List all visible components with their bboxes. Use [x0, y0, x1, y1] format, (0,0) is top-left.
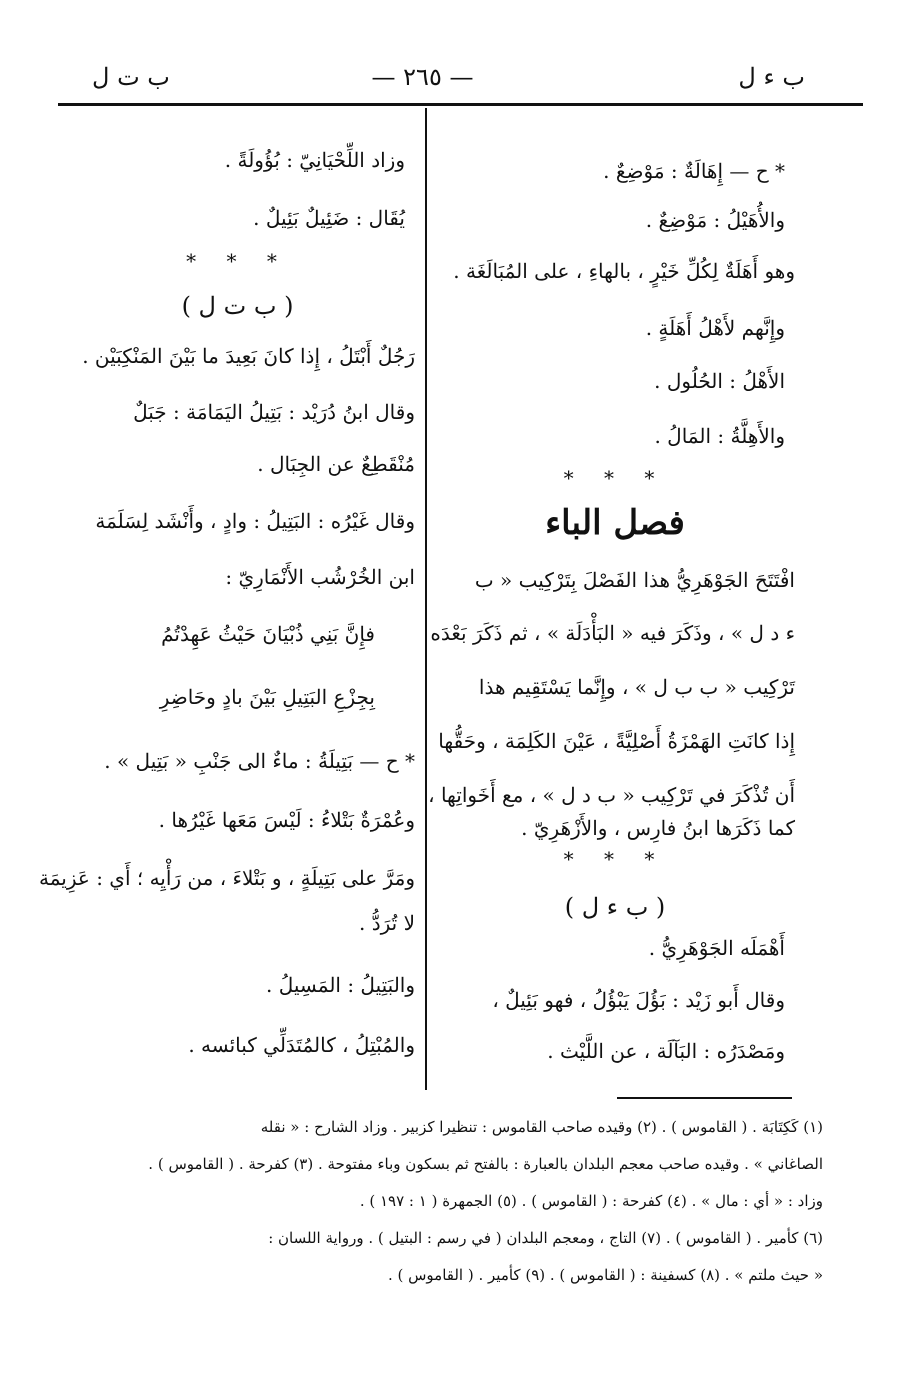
footnote-line: وزاد : « أي : مال » . (٤) كفرحة : ( القاموس ) . (٥) الجمهرة ( ١ : ١٩٧ ) . — [359, 1192, 823, 1210]
text-line: ابن الخُرْشُب الأَنْمَارِيّ : — [225, 565, 415, 589]
entry-line: وقال أَبو زَيْد : بَؤُلَ يَبْؤُلُ ، فهو بَئِيلٌ ، — [492, 988, 785, 1012]
separator-stars: * * * — [563, 847, 667, 871]
column-separator — [425, 108, 427, 1090]
text-line: والبَتِيلُ : المَسِيلُ . — [266, 973, 415, 997]
text-line: والمُبْتِلُ ، كالمُتَدَلِّي كبائسه . — [188, 1033, 415, 1057]
footnote-line: « حيث ملتم » . (٨) كسفينة : ( القاموس ) . (٩) كأمير . ( القاموس ) . — [387, 1266, 823, 1284]
footnote-line: (١) كَكِتَابَة . ( القاموس ) . (٢) وقيده صاحب القاموس : تنظيرا كزبير . وزاد الشارح : « نقله — [260, 1118, 823, 1136]
paragraph-line: تَرْكِيب « ب ب ل » ، وإِنَّما يَسْتَقِيم هذا — [478, 675, 795, 699]
paragraph-line: ء د ل » ، وذَكَرَ فيه « البَأْدَلَة » ، ثم ذَكَرَ بَعْدَه — [430, 621, 795, 645]
paragraph-line: كما ذَكَرَها ابنُ فارِس ، والأَزْهَرِيّ . — [521, 816, 795, 840]
text-line: وقال غَيْرُه : البَتِيلُ : وادٍ ، وأَنْشَد لِسَلَمَة — [95, 509, 415, 533]
text-line: وقال ابنُ دُرَيْد : بَتِيلُ اليَمَامَة : جَبَلٌ — [133, 400, 415, 424]
text-line: والأُهَيْلُ : مَوْضِعٌ . — [645, 208, 785, 232]
verse-line: فإِنَّ بَنِي ذُبْيَانَ حَيْثُ عَهِدْتُمُ — [161, 622, 375, 646]
text-line: * ح — إِهَالَةٌ : مَوْضِعٌ . — [603, 159, 785, 183]
text-line: وعُمْرَةٌ بَتْلاءُ : لَيْسَ مَعَها غَيْرُها . — [158, 808, 415, 832]
header-right-keyword: ب ء ل — [738, 63, 805, 91]
separator-stars: * * * — [563, 466, 667, 490]
footnote-rule — [617, 1097, 792, 1099]
header-rule — [58, 103, 863, 106]
text-line: لا تُرَدُّ . — [359, 911, 415, 935]
entry-line: ومَصْدَرُه : البَآلَة ، عن اللَّيْث . — [547, 1039, 785, 1063]
footnote-line: الصاغاني » . وقيده صاحب معجم البلدان بالعبارة : بالفتح ثم بسكون وباء مفتوحة . (٣) كفرحة . ( القاموس ) . — [148, 1155, 823, 1173]
text-line: ومَرَّ على بَتِيلَةٍ ، و بَتْلاءَ ، من رَأْيِه ؛ أَي : عَزِيمَة — [39, 866, 415, 890]
header-left-keyword: ب ت ل — [92, 63, 170, 91]
section-title: فصل الباء — [545, 503, 685, 543]
text-line: * ح — بَتِيلَةُ : ماءٌ الى جَنْبِ « بَتِيل » . — [104, 749, 415, 773]
page-number: — ٢٦٥ — — [371, 63, 474, 91]
paragraph-line: افْتَتَحَ الجَوْهَرِيُّ هذا الفَصْلَ بِتَرْكِيب « ب — [474, 568, 795, 592]
separator-stars: * * * — [186, 249, 289, 273]
text-line: مُنْقَطِعٌ عن الجِبَال . — [257, 452, 415, 476]
text-line: وهو أَهَلَةٌ لِكُلِّ خَيْرٍ ، بالهاءِ ، على المُبَالَغَة . — [453, 259, 795, 283]
text-line: يُقَال : ضَئِيلٌ بَئِيلٌ . — [253, 206, 405, 230]
paragraph-line: أَن تُذْكَرَ في تَرْكِيب « ب د ل » ، مع أَخَواتِها ، — [428, 783, 795, 807]
entry-line: أَهْمَلَه الجَوْهَرِيُّ . — [648, 936, 785, 960]
entry-title: ( ب ء ل ) — [564, 893, 666, 921]
text-line: الأَهْلُ : الحُلُول . — [654, 369, 785, 393]
paragraph-line: إِذا كانَتِ الهَمْزَةُ أَصْلِيَّةً ، عَيْنَ الكَلِمَة ، وحَقُّها — [438, 729, 795, 753]
verse-line: بِجِزْعِ البَتِيلِ بَيْنَ بادٍ وحَاضِرِ — [159, 685, 375, 709]
text-line: وإِنَّهم لأَهْلُ أَهَلَةٍ . — [645, 316, 785, 340]
text-line: رَجُلٌ أَبْتَلُ ، إِذا كانَ بَعِيدَ ما بَيْنَ المَنْكِبَيْن . — [82, 344, 415, 368]
text-line: والأَهِلَّةُ : المَالُ . — [654, 424, 785, 448]
text-line: وزاد اللِّحْيَانِيّ : بُؤُولَةً . — [224, 148, 405, 172]
footnote-line: (٦) كأمير . ( القاموس ) . (٧) التاج ، ومعجم البلدان ( في رسم : البتيل ) . ورواية اللسان : — [268, 1229, 823, 1247]
entry-title: ( ب ت ل ) — [181, 292, 294, 320]
